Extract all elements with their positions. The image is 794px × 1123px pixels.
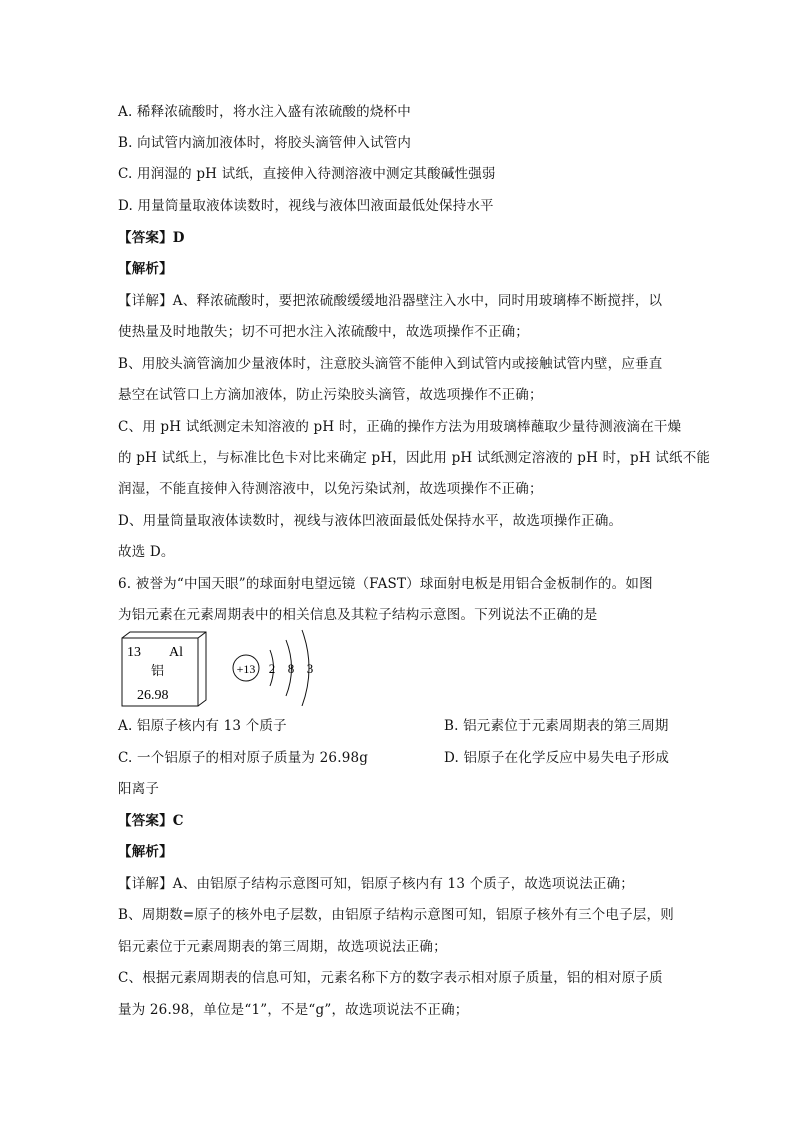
q6-stem-line: 为铝元素在元素周期表中的相关信息及其粒子结构示意图。下列说法不正确的是 — [118, 607, 598, 623]
q5-option-b: B. 向试管内滴加液体时，将胶头滴管伸入试管内 — [118, 135, 412, 151]
q6-detail-line: 量为 26.98，单位是“1”，不是“g”，故选项说法不正确； — [118, 1002, 469, 1018]
q5-detail-line: 的 pH 试纸上，与标准比色卡对比来确定 pH，因此用 pH 试纸测定溶液的 pH 时，pH 试纸不能 — [118, 450, 711, 466]
element-atomic-number: 13 — [127, 645, 141, 660]
q6-detail-line: 铝元素位于元素周期表的第三周期，故选项说法正确； — [118, 939, 447, 955]
q5-detail-line: C、用 pH 试纸测定未知溶液的 pH 时，正确的操作方法为用玻璃棒蘸取少量待测液滴在干燥 — [118, 419, 682, 435]
q5-answer: 【答案】D — [118, 230, 185, 246]
element-name: 铝 — [151, 664, 165, 679]
q6-detail-line: B、周期数=原子的核外电子层数，由铝原子结构示意图可知，铝原子核外有三个电子层，则 — [118, 907, 674, 923]
q5-detail-line: 【详解】A、释浓硫酸时，要把浓硫酸缓缓地沿器壁注入水中，同时用玻璃棒不断搅拌，以 — [118, 293, 663, 309]
element-symbol: Al — [169, 645, 183, 660]
q5-detail-line: 悬空在试管口上方滴加液体，防止污染胶头滴管，故选项操作不正确； — [118, 387, 543, 403]
q5-option-d: D. 用量筒量取液体读数时，视线与液体凹液面最低处保持水平 — [118, 198, 494, 214]
atom-structure-diagram — [230, 626, 330, 706]
element-info-box — [121, 631, 207, 707]
q5-analysis-heading: 【解析】 — [118, 261, 173, 277]
q6-option-b: B. 铝元素位于元素周期表的第三周期 — [444, 718, 669, 734]
shell-electron-count: 3 — [306, 661, 314, 676]
nucleus-charge: +13 — [236, 662, 256, 676]
q6-analysis-heading: 【解析】 — [118, 844, 173, 860]
q6-answer: 【答案】C — [118, 813, 184, 829]
q6-option-d-continued: 阳离子 — [118, 781, 160, 797]
q6-detail-line: C、根据元素周期表的信息可知，元素名称下方的数字表示相对原子质量，铝的相对原子质 — [118, 970, 663, 986]
q6-option-d: D. 铝原子在化学反应中易失电子形成 — [444, 750, 670, 766]
q6-detail-line: 【详解】A、由铝原子结构示意图可知，铝原子核内有 13 个质子，故选项说法正确； — [118, 876, 635, 892]
element-atomic-mass: 26.98 — [137, 688, 169, 703]
q5-detail-line: B、用胶头滴管滴加少量液体时，注意胶头滴管不能伸入到试管内或接触试管内壁，应垂直 — [118, 356, 663, 372]
q5-option-a: A. 稀释浓硫酸时，将水注入盛有浓硫酸的烧杯中 — [118, 104, 411, 120]
q6-option-a: A. 铝原子核内有 13 个质子 — [118, 718, 287, 734]
shell-electron-count: 8 — [287, 661, 295, 676]
q6-option-c: C. 一个铝原子的相对原子质量为 26.98g — [118, 750, 369, 766]
q5-detail-line: 故选 D。 — [118, 544, 175, 560]
shell-electron-count: 2 — [268, 661, 276, 676]
q5-detail-line: 使热量及时地散失；切不可把水注入浓硫酸中，故选项操作不正确； — [118, 324, 529, 340]
q5-detail-line: D、用量筒量取液体读数时，视线与液体凹液面最低处保持水平，故选项操作正确。 — [118, 513, 623, 529]
q6-stem-line: 6. 被誉为“中国天眼”的球面射电望远镜（FAST）球面射电板是用铝合金板制作的。如图 — [118, 576, 653, 592]
q5-option-c: C. 用润湿的 pH 试纸，直接伸入待测溶液中测定其酸碱性强弱 — [118, 166, 496, 182]
q5-detail-line: 润湿，不能直接伸入待测溶液中，以免污染试剂，故选项操作不正确； — [118, 481, 543, 497]
